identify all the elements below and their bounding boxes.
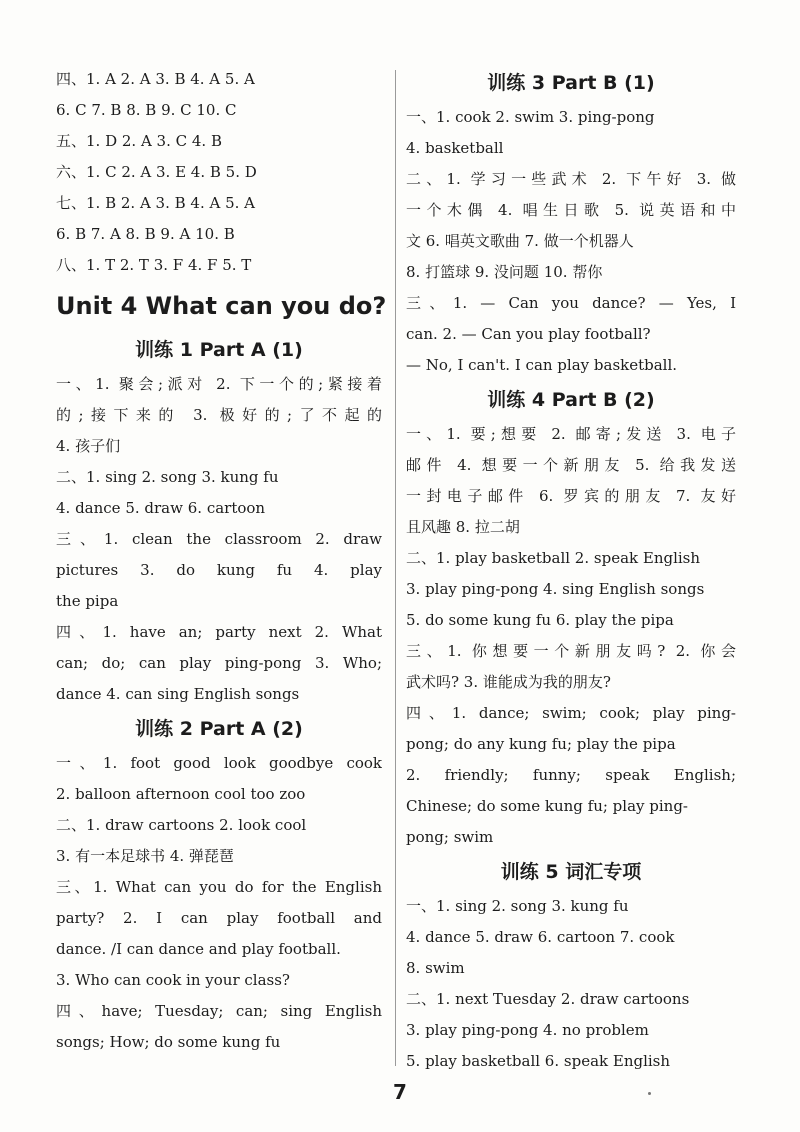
answer-line: 3. Who can cook in your class?	[56, 971, 290, 989]
answer-line: can. 2. — Can you play football?	[406, 325, 651, 343]
answer-line: 二、1. next Tuesday 2. draw cartoons	[406, 990, 690, 1008]
answer-line: pong; do any kung fu; play the pipa	[406, 735, 676, 753]
answer-line: 且风趣 8. 拉二胡	[406, 518, 520, 536]
answer-line: 一封电子邮件 6. 罗宾的朋友 7. 友好	[406, 487, 736, 505]
answer-line: 2. balloon afternoon cool too zoo	[56, 785, 306, 803]
answer-line: songs; How; do some kung fu	[56, 1033, 281, 1051]
answer-line: 三、1. 你想要一个新朋友吗? 2. 你会	[406, 642, 736, 660]
answer-line: party? 2. I can play football and	[56, 909, 382, 927]
answer-line: 一、1. cook 2. swim 3. ping-pong	[406, 108, 655, 126]
answer-line: 四、1. dance; swim; cook; play ping-	[406, 704, 736, 722]
answer-line: 4. dance 5. draw 6. cartoon	[56, 499, 266, 517]
answer-line: — No, I can't. I can play basketball.	[406, 356, 678, 374]
page-number: 7	[393, 1080, 407, 1104]
answer-line: 武术吗? 3. 谁能成为我的朋友?	[406, 673, 611, 691]
column-divider	[395, 70, 396, 1066]
answer-line: Chinese; do some kung fu; play ping-	[406, 797, 688, 815]
right-column	[406, 64, 736, 1077]
section-heading: 训练 3 Part B (1)	[487, 72, 655, 94]
unit-title: Unit 4 What can you do?	[56, 292, 387, 320]
answer-line: dance. /I can dance and play football.	[56, 940, 341, 958]
answer-line: 四、1. have an; party next 2. What	[56, 623, 382, 641]
answer-line: pong; swim	[406, 828, 494, 846]
answer-line: can; do; can play ping-pong 3. Who;	[56, 654, 382, 672]
answer-line: 一、1. 聚会;派对 2. 下一个的;紧接着	[56, 375, 382, 393]
answer-line: 6. B 7. A 8. B 9. A 10. B	[56, 225, 235, 243]
answer-line: 二、1. draw cartoons 2. look cool	[56, 816, 307, 834]
answer-line: 二、1. play basketball 2. speak English	[406, 549, 701, 567]
scan-speck	[648, 1092, 651, 1095]
answer-line: dance 4. can sing English songs	[56, 685, 300, 703]
answer-line: 4. 孩子们	[56, 437, 121, 455]
answer-line: 4. basketball	[406, 139, 504, 157]
answer-line: 五、1. D 2. A 3. C 4. B	[56, 132, 222, 150]
answer-line: 6. C 7. B 8. B 9. C 10. C	[56, 101, 237, 119]
answer-line: 一、1. foot good look goodbye cook	[56, 754, 382, 772]
answer-line: 三、1. — Can you dance? — Yes, I	[406, 294, 736, 312]
answer-line: 二、1. sing 2. song 3. kung fu	[56, 468, 279, 486]
answer-line: 六、1. C 2. A 3. E 4. B 5. D	[56, 163, 257, 181]
answer-line: 5. play basketball 6. speak English	[406, 1052, 671, 1070]
answer-line: 一个木偶 4. 唱生日歌 5. 说英语和中	[406, 201, 736, 219]
answer-line: 3. play ping-pong 4. sing English songs	[406, 580, 705, 598]
answer-line: 8. 打篮球 9. 没问题 10. 帮你	[406, 263, 603, 281]
section-heading: 训练 1 Part A (1)	[135, 339, 303, 361]
answer-line: 邮件 4. 想要一个新朋友 5. 给我发送	[406, 456, 736, 474]
answer-line: 文 6. 唱英文歌曲 7. 做一个机器人	[406, 232, 634, 250]
answer-line: 4. dance 5. draw 6. cartoon 7. cook	[406, 928, 675, 946]
answer-line: 3. play ping-pong 4. no problem	[406, 1021, 649, 1039]
answer-line: the pipa	[56, 592, 119, 610]
answer-line: 三、1. clean the classroom 2. draw	[56, 530, 382, 548]
answer-line: 8. swim	[406, 959, 465, 977]
answer-line: 一、1. sing 2. song 3. kung fu	[406, 897, 629, 915]
answer-line: 二、1. 学习一些武术 2. 下午好 3. 做	[406, 170, 736, 188]
answer-line: 5. do some kung fu 6. play the pipa	[406, 611, 674, 629]
answer-line: 一、1. 要;想要 2. 邮寄;发送 3. 电子	[406, 425, 736, 443]
section-heading: 训练 5 词汇专项	[500, 861, 642, 883]
answer-line: 三、1. What can you do for the English	[56, 878, 382, 896]
answer-line: 四、have; Tuesday; can; sing English	[56, 1002, 382, 1020]
answer-line: pictures 3. do kung fu 4. play	[56, 561, 382, 579]
answer-line: 八、1. T 2. T 3. F 4. F 5. T	[56, 256, 252, 274]
answer-line: 七、1. B 2. A 3. B 4. A 5. A	[56, 194, 256, 212]
section-heading: 训练 2 Part A (2)	[135, 718, 303, 740]
answer-line: 的;接下来的 3. 极好的;了不起的	[56, 406, 382, 424]
answer-line: 四、1. A 2. A 3. B 4. A 5. A	[56, 70, 255, 88]
section-heading: 训练 4 Part B (2)	[487, 389, 655, 411]
answer-line: 2. friendly; funny; speak English;	[406, 766, 736, 784]
answer-line: 3. 有一本足球书 4. 弹琵琶	[56, 847, 234, 865]
left-column	[56, 64, 387, 1058]
